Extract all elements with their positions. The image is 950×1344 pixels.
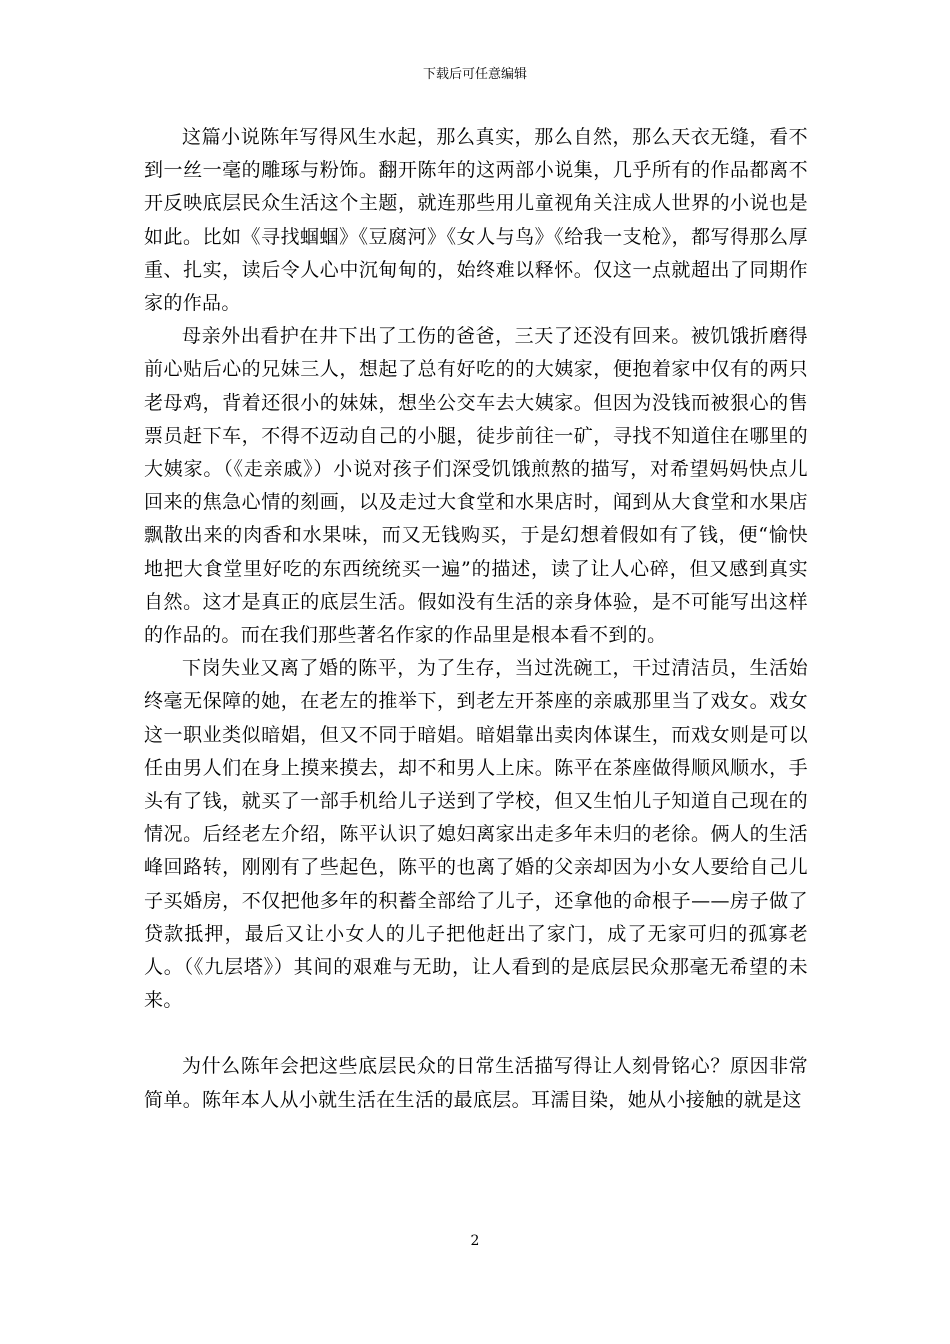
paragraph-spacer — [144, 1017, 808, 1050]
paragraph-4: 为什么陈年会把这些底层民众的日常生活描写得让人刻骨铭心？原因非常简单。陈年本人从小就生活在生活的最底层。耳濡目染，她从小接触的就是这 — [144, 1055, 808, 1111]
paragraph-3: 下岗失业又离了婚的陈平，为了生存，当过洗碗工，干过清洁员，生活始终毫无保障的她，在老左的推举下，到老左开茶座的亲戚那里当了戏女。戏女这一职业类似暗娼，但又不同于暗娼。暗娼靠出卖肉体谋生，而戏女则是可以任由男人们在身上摸来摸去，却不和男人上床。陈平在茶座做得顺风顺水，手头有了钱，就买了一部手机给儿子送到了学校，但又生怕儿子知道自己现在的情况。后经老左介绍，陈平认识了媳妇离家出走多年未归的老徐。俩人的生活峰回路转，刚刚有了些起色，陈平的也离了婚的父亲却因为小女人要给自己儿子买婚房，不仅把他多年的积蓄全部给了儿子，还拿他的命根子——房子做了贷款抵押，最后又让小女人的儿子把他赶出了家门，成了无家可归的孤寡老人。（《九层塔》）其间的艰难与无助，让人看到的是底层民众那毫无希望的未来。 — [144, 657, 808, 1012]
document-body — [144, 121, 808, 1117]
page-number: 2 — [470, 1233, 480, 1249]
paragraph-2: 母亲外出看护在井下出了工伤的爸爸，三天了还没有回来。被饥饿折磨得前心贴后心的兄妹三人，想起了总有好吃的的大姨家，便抱着家中仅有的两只老母鸡，背着还很小的妹妹，想坐公交车去大姨家。但因为没钱而被狠心的售票员赶下车，不得不迈动自己的小腿，徒步前往一矿，寻找不知道住在哪里的大姨家。（《走亲戚》）小说对孩子们深受饥饿煎熬的描写，对希望妈妈快点儿回来的焦急心情的刻画，以及走过大食堂和水果店时，闻到从大食堂和水果店飘散出来的肉香和水果味，而又无钱购买，于是幻想着假如有了钱，便“愉快地把大食堂里好吃的东西统统买一遍”的描述，读了让人心碎，但又感到真实自然。这才是真正的底层生活。假如没有生活的亲身体验，是不可能写出这样的作品的。而在我们那些著名作家的作品里是根本看不到的。 — [144, 325, 808, 647]
page-header: 下载后可任意编辑 — [422, 67, 527, 82]
paragraph-1: 这篇小说陈年写得风生水起，那么真实，那么自然，那么天衣无缝，看不到一丝一毫的雕琢与粉饰。翻开陈年的这两部小说集，几乎所有的作品都离不开反映底层民众生活这个主题，就连那些用儿童视角关注成人世界的小说也是如此。比如《寻找蝈蝈》《豆腐河》《女人与鸟》《给我一支枪》，都写得那么厚重、扎实，读后令人心中沉甸甸的，始终难以释怀。仅这一点就超出了同期作家的作品。 — [144, 126, 808, 315]
